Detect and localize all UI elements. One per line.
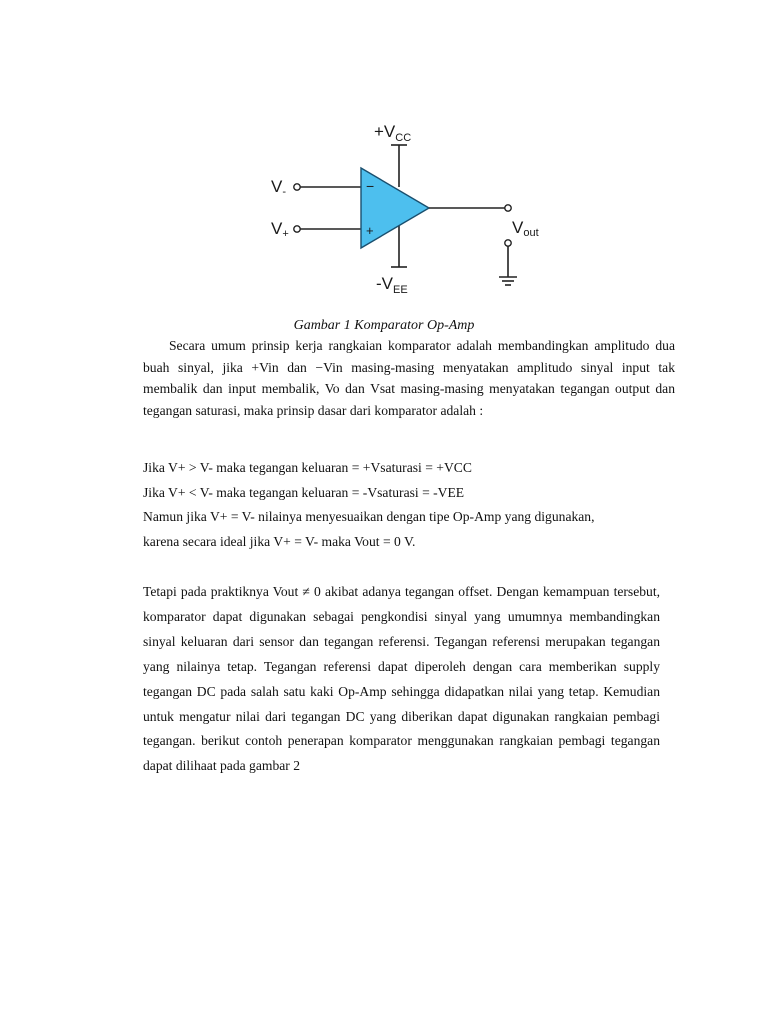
- vplus-label-sub: +: [282, 228, 289, 240]
- minus-symbol: −: [366, 178, 375, 194]
- vcc-label: [374, 122, 411, 144]
- vminus-label-main: V: [271, 177, 283, 196]
- vminus-label-sub: -: [282, 186, 287, 198]
- figure-caption: Gambar 1 Komparator Op-Amp: [293, 318, 475, 333]
- paragraph-comparator-principle: Secara umum prinsip kerja rangkaian komparator adalah membandingkan amplitudo dua buah sinyal, jika +Vin dan −Vin masing-masing menyatakan amplitudo sinyal input tak membalik dan input membalik, Vo dan Vsat masing-masing menyatakan tegangan output dan tegangan saturasi, maka prinsip dasar dari komparator adalah :: [143, 338, 675, 418]
- opamp-diagram: [262, 115, 552, 300]
- noninverting-input-terminal: [294, 226, 300, 232]
- comparator-rules: [143, 456, 675, 554]
- plus-symbol: +: [366, 223, 374, 238]
- vout-label: [512, 218, 539, 239]
- vcc-label-sub: CC: [395, 132, 412, 144]
- opamp-comparator-figure: [262, 115, 552, 300]
- rule-line: Namun jika V+ = V- nilainya menyesuaikan dengan tipe Op-Amp yang digunakan,: [143, 509, 595, 524]
- vplus-label: [271, 219, 289, 240]
- vee-label-sub: EE: [393, 284, 408, 296]
- vout-label-main: V: [512, 218, 524, 237]
- vout-label-sub: out: [523, 227, 539, 239]
- rule-line: Jika V+ < V- maka tegangan keluaran = -Vsaturasi = -VEE: [143, 484, 465, 500]
- vminus-label: [271, 177, 286, 198]
- vcc-label-main: +V: [374, 122, 396, 141]
- vee-label: [376, 274, 408, 296]
- output-terminal: [505, 205, 511, 211]
- paragraph-offset-reference: Tetapi pada praktiknya Vout ≠ 0 akibat adanya tegangan offset. Dengan kemampuan tersebut, komparator dapat digunakan sebagai pengkondisi sinyal yang umumnya membandingkan sinyal keluaran dari sensor dan tegangan referensi. Tegangan referensi merupakan tegangan yang nilainya tetap. Tegangan referensi dapat diperoleh dengan cara memberikan supply tegangan DC pada salah satu kaki Op-Amp sehingga didapatkan nilai yang tetap. Kemudian untuk mengatur nilai dari tegangan DC yang diberikan dapat digunakan rangkaian pembagi tegangan. berikut contoh penerapan komparator menggunakan rangkaian pembagi tegangan dapat dilihaat pada gambar 2: [143, 584, 660, 774]
- vplus-label-main: V: [271, 219, 283, 238]
- inverting-input-terminal: [294, 184, 300, 190]
- rule-line: Jika V+ > V- maka tegangan keluaran = +Vsaturasi = +VCC: [143, 460, 472, 475]
- rule-line: karena secara ideal jika V+ = V- maka Vout = 0 V.: [143, 533, 416, 549]
- ground-terminal: [505, 240, 511, 246]
- vee-label-main: -V: [376, 274, 393, 293]
